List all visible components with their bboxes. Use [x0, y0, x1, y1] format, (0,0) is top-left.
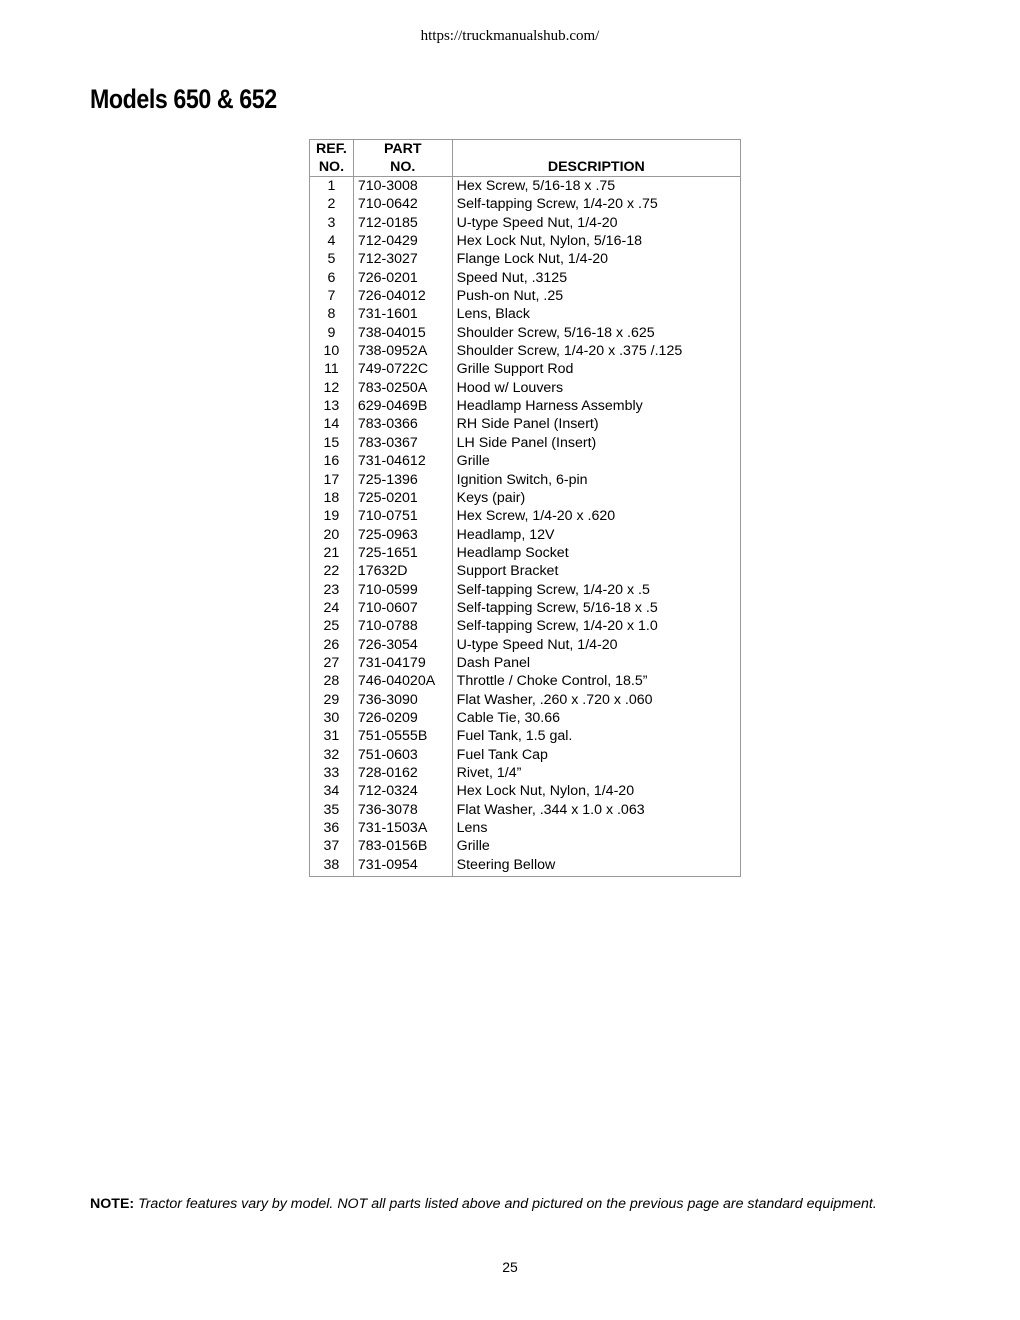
- ref-cell: 20: [310, 526, 354, 544]
- table-row: [310, 507, 741, 525]
- table-row: [310, 415, 741, 433]
- part-number-cell: 712-0185: [353, 214, 452, 232]
- table-row: [310, 287, 741, 305]
- table-row: [310, 636, 741, 654]
- table-row: [310, 489, 741, 507]
- part-number-cell: 783-0156B: [353, 837, 452, 855]
- header-part-no: [353, 140, 452, 177]
- description-cell: Headlamp, 12V: [452, 526, 740, 544]
- ref-cell: 7: [310, 287, 354, 305]
- ref-cell: 37: [310, 837, 354, 855]
- description-cell: Self-tapping Screw, 1/4-20 x .75: [452, 195, 740, 213]
- description-cell: Shoulder Screw, 5/16-18 x .625: [452, 324, 740, 342]
- part-number-cell: 731-04179: [353, 654, 452, 672]
- table-row: [310, 691, 741, 709]
- ref-cell: 5: [310, 250, 354, 268]
- description-cell: U-type Speed Nut, 1/4-20: [452, 636, 740, 654]
- ref-cell: 33: [310, 764, 354, 782]
- description-cell: Grille: [452, 452, 740, 470]
- table-row: [310, 324, 741, 342]
- table-row: [310, 342, 741, 360]
- description-cell: Lens, Black: [452, 305, 740, 323]
- part-number-cell: 629-0469B: [353, 397, 452, 415]
- table-row: [310, 232, 741, 250]
- part-number-cell: 736-3090: [353, 691, 452, 709]
- ref-cell: 28: [310, 672, 354, 690]
- ref-cell: 19: [310, 507, 354, 525]
- ref-cell: 30: [310, 709, 354, 727]
- table-row: [310, 471, 741, 489]
- ref-cell: 6: [310, 269, 354, 287]
- description-cell: Hood w/ Louvers: [452, 379, 740, 397]
- table-row: [310, 764, 741, 782]
- page-number: 25: [502, 1259, 518, 1275]
- ref-cell: 3: [310, 214, 354, 232]
- table-row: [310, 214, 741, 232]
- table-row: [310, 801, 741, 819]
- ref-cell: 8: [310, 305, 354, 323]
- ref-cell: 34: [310, 782, 354, 800]
- description-cell: Cable Tie, 30.66: [452, 709, 740, 727]
- ref-cell: 35: [310, 801, 354, 819]
- description-cell: Flange Lock Nut, 1/4-20: [452, 250, 740, 268]
- table-row: [310, 819, 741, 837]
- table-row: [310, 709, 741, 727]
- table-row: [310, 617, 741, 635]
- header-description: DESCRIPTION: [452, 140, 740, 177]
- part-number-cell: 710-0751: [353, 507, 452, 525]
- part-number-cell: 725-1396: [353, 471, 452, 489]
- table-row: [310, 250, 741, 268]
- part-number-cell: 726-04012: [353, 287, 452, 305]
- part-number-cell: 731-1601: [353, 305, 452, 323]
- part-number-cell: 746-04020A: [353, 672, 452, 690]
- description-cell: Self-tapping Screw, 5/16-18 x .5: [452, 599, 740, 617]
- part-number-cell: 731-1503A: [353, 819, 452, 837]
- ref-cell: 22: [310, 562, 354, 580]
- table-row: [310, 360, 741, 378]
- ref-cell: 18: [310, 489, 354, 507]
- description-cell: Rivet, 1/4”: [452, 764, 740, 782]
- note-text: Tractor features vary by model. NOT all parts listed above and pictured on the previous page are standard equipment.: [138, 1196, 877, 1212]
- ref-cell: 13: [310, 397, 354, 415]
- ref-cell: 25: [310, 617, 354, 635]
- part-number-cell: 712-0429: [353, 232, 452, 250]
- part-number-cell: 738-04015: [353, 324, 452, 342]
- ref-cell: 4: [310, 232, 354, 250]
- part-number-cell: 728-0162: [353, 764, 452, 782]
- table-row: [310, 434, 741, 452]
- part-number-cell: 726-0209: [353, 709, 452, 727]
- description-cell: Hex Screw, 5/16-18 x .75: [452, 177, 740, 196]
- description-cell: Throttle / Choke Control, 18.5”: [452, 672, 740, 690]
- ref-cell: 15: [310, 434, 354, 452]
- ref-cell: 23: [310, 581, 354, 599]
- description-cell: Support Bracket: [452, 562, 740, 580]
- header-ref-no: [310, 140, 354, 177]
- table-row: [310, 581, 741, 599]
- description-cell: Speed Nut, .3125: [452, 269, 740, 287]
- description-cell: Grille: [452, 837, 740, 855]
- part-number-cell: 783-0367: [353, 434, 452, 452]
- table-row: [310, 672, 741, 690]
- description-cell: Flat Washer, .260 x .720 x .060: [452, 691, 740, 709]
- ref-cell: 21: [310, 544, 354, 562]
- ref-cell: 9: [310, 324, 354, 342]
- header-ref-line2: NO.: [318, 159, 345, 175]
- table-row: [310, 177, 741, 196]
- parts-table: [309, 139, 741, 877]
- ref-cell: 12: [310, 379, 354, 397]
- source-url[interactable]: https://truckmanualshub.com/: [420, 28, 600, 44]
- part-number-cell: 726-3054: [353, 636, 452, 654]
- ref-cell: 2: [310, 195, 354, 213]
- ref-cell: 31: [310, 727, 354, 745]
- part-number-cell: 738-0952A: [353, 342, 452, 360]
- page-title: Models 650 & 652: [90, 84, 277, 114]
- part-number-cell: 731-0954: [353, 856, 452, 877]
- parts-table-body: [310, 177, 741, 877]
- part-number-cell: 749-0722C: [353, 360, 452, 378]
- table-header-row: [310, 140, 741, 177]
- part-number-cell: 736-3078: [353, 801, 452, 819]
- table-row: [310, 269, 741, 287]
- description-cell: Hex Screw, 1/4-20 x .620: [452, 507, 740, 525]
- description-cell: Shoulder Screw, 1/4-20 x .375 /.125: [452, 342, 740, 360]
- part-number-cell: 712-0324: [353, 782, 452, 800]
- ref-cell: 32: [310, 746, 354, 764]
- part-number-cell: 710-0788: [353, 617, 452, 635]
- description-cell: Ignition Switch, 6-pin: [452, 471, 740, 489]
- description-cell: Lens: [452, 819, 740, 837]
- ref-cell: 14: [310, 415, 354, 433]
- ref-cell: 24: [310, 599, 354, 617]
- description-cell: Hex Lock Nut, Nylon, 5/16-18: [452, 232, 740, 250]
- table-row: [310, 379, 741, 397]
- part-number-cell: 712-3027: [353, 250, 452, 268]
- part-number-cell: 751-0603: [353, 746, 452, 764]
- ref-cell: 36: [310, 819, 354, 837]
- table-row: [310, 195, 741, 213]
- part-number-cell: 726-0201: [353, 269, 452, 287]
- ref-cell: 17: [310, 471, 354, 489]
- part-number-cell: 783-0366: [353, 415, 452, 433]
- part-number-cell: 725-0201: [353, 489, 452, 507]
- table-row: [310, 397, 741, 415]
- part-number-cell: 783-0250A: [353, 379, 452, 397]
- table-row: [310, 599, 741, 617]
- table-row: [310, 837, 741, 855]
- ref-cell: 26: [310, 636, 354, 654]
- header-part-line1: PART: [383, 141, 422, 157]
- header-part-line2: NO.: [390, 159, 416, 175]
- table-row: [310, 526, 741, 544]
- table-row: [310, 856, 741, 877]
- header-ref-line1: REF.: [316, 141, 347, 157]
- part-number-cell: 710-0642: [353, 195, 452, 213]
- description-cell: RH Side Panel (Insert): [452, 415, 740, 433]
- table-row: [310, 305, 741, 323]
- ref-cell: 10: [310, 342, 354, 360]
- part-number-cell: 17632D: [353, 562, 452, 580]
- description-cell: Fuel Tank, 1.5 gal.: [452, 727, 740, 745]
- ref-cell: 16: [310, 452, 354, 470]
- part-number-cell: 710-3008: [353, 177, 452, 196]
- note-label: NOTE:: [90, 1196, 135, 1212]
- part-number-cell: 725-1651: [353, 544, 452, 562]
- ref-cell: 1: [310, 177, 354, 196]
- part-number-cell: 725-0963: [353, 526, 452, 544]
- table-row: [310, 654, 741, 672]
- part-number-cell: 710-0607: [353, 599, 452, 617]
- ref-cell: 29: [310, 691, 354, 709]
- description-cell: Steering Bellow: [452, 856, 740, 877]
- table-row: [310, 452, 741, 470]
- description-cell: Dash Panel: [452, 654, 740, 672]
- table-row: [310, 562, 741, 580]
- description-cell: Hex Lock Nut, Nylon, 1/4-20: [452, 782, 740, 800]
- ref-cell: 27: [310, 654, 354, 672]
- table-row: [310, 727, 741, 745]
- description-cell: LH Side Panel (Insert): [452, 434, 740, 452]
- description-cell: Headlamp Socket: [452, 544, 740, 562]
- part-number-cell: 710-0599: [353, 581, 452, 599]
- ref-cell: 38: [310, 856, 354, 877]
- ref-cell: 11: [310, 360, 354, 378]
- part-number-cell: 731-04612: [353, 452, 452, 470]
- table-row: [310, 746, 741, 764]
- table-row: [310, 782, 741, 800]
- description-cell: Fuel Tank Cap: [452, 746, 740, 764]
- description-cell: Self-tapping Screw, 1/4-20 x .5: [452, 581, 740, 599]
- description-cell: Keys (pair): [452, 489, 740, 507]
- description-cell: Headlamp Harness Assembly: [452, 397, 740, 415]
- table-row: [310, 544, 741, 562]
- description-cell: U-type Speed Nut, 1/4-20: [452, 214, 740, 232]
- footnote: [90, 1196, 877, 1212]
- description-cell: Self-tapping Screw, 1/4-20 x 1.0: [452, 617, 740, 635]
- description-cell: Flat Washer, .344 x 1.0 x .063: [452, 801, 740, 819]
- part-number-cell: 751-0555B: [353, 727, 452, 745]
- description-cell: Push-on Nut, .25: [452, 287, 740, 305]
- description-cell: Grille Support Rod: [452, 360, 740, 378]
